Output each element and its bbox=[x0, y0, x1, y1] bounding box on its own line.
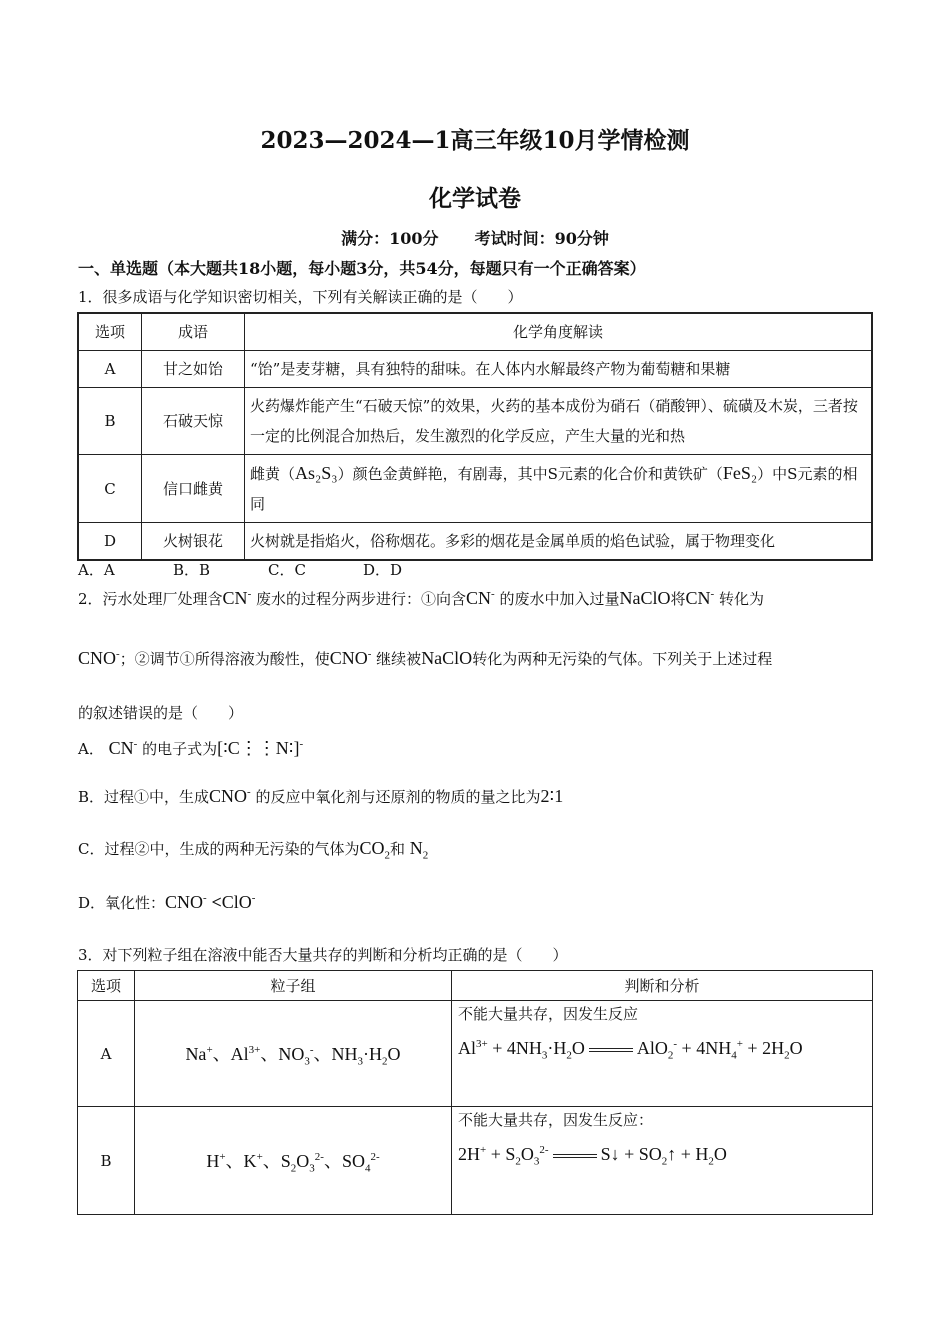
formula-cn: CN- bbox=[222, 588, 252, 608]
formula-cno: CNO- bbox=[165, 892, 207, 912]
formula-as2s3: As₂S₃ bbox=[295, 463, 338, 483]
row-text: “饴”是麦芽糖，具有独特的甜味。在人体内水解最终产物为葡萄糖和果糖 bbox=[245, 351, 873, 388]
time-label: 考试时间：90分钟 bbox=[474, 229, 609, 248]
option-a[interactable]: A．A bbox=[78, 561, 115, 579]
formula-cno: CNO- bbox=[329, 648, 372, 668]
score-label: 满分：100分 bbox=[341, 229, 439, 248]
formula-cno: CNO- bbox=[209, 786, 251, 806]
q3-stem: 3．对下列粒子组在溶液中能否大量共存的判断和分析均正确的是（ ） bbox=[78, 946, 568, 964]
exam-title: 2023—2024—1高三年级10月学情检测 bbox=[260, 127, 690, 154]
subject-title: 化学试卷 bbox=[429, 185, 521, 212]
row-option: B bbox=[78, 388, 142, 455]
table-row bbox=[78, 455, 872, 523]
row-idiom: 火树银花 bbox=[142, 523, 245, 561]
header-idiom: 成语 bbox=[142, 313, 245, 351]
formula-co2: $CO_2$ bbox=[359, 838, 390, 862]
row-option: B bbox=[78, 1107, 135, 1215]
table-row bbox=[78, 388, 872, 455]
table-header-row bbox=[78, 971, 873, 1001]
ratio: 2∶1 bbox=[540, 786, 564, 806]
q2-line3: 的叙述错误的是（ ） bbox=[78, 704, 244, 722]
table-row bbox=[78, 1107, 873, 1215]
table-header-row bbox=[78, 313, 872, 351]
formula-clo: ClO- bbox=[221, 892, 256, 912]
lewis-structure: [∶C⋮⋮N∶]- bbox=[217, 738, 304, 758]
equation-b: $2H^+ + S_2O_3^{2-}$ S↓ + $SO_2↑ + H_2O$ bbox=[458, 1144, 727, 1168]
formula-cn: CN- bbox=[685, 588, 715, 608]
row-text: 火药爆炸能产生“石破天惊”的效果，火药的基本成份为硝石（硝酸钾）、硫磺及木炭，三者按一定的比例混合加热后，发生激烈的化学反应，产生大量的光和热 bbox=[245, 388, 873, 455]
formula-cn: CN- bbox=[108, 738, 138, 758]
header-analysis: 判断和分析 bbox=[452, 971, 873, 1001]
q3-table bbox=[77, 970, 873, 1215]
q2-option-c[interactable]: C．过程②中，生成的两种无污染的气体为$CO_2$和 $N_2$ bbox=[78, 838, 429, 862]
row-idiom: 甘之如饴 bbox=[142, 351, 245, 388]
q1-stem: 1．很多成语与化学知识密切相关，下列有关解读正确的是（ ） bbox=[78, 288, 523, 306]
header-option: 选项 bbox=[78, 971, 135, 1001]
exam-meta bbox=[0, 226, 950, 249]
row-option: C bbox=[78, 455, 142, 523]
option-b[interactable]: B．B bbox=[173, 561, 211, 579]
q2-line1: 2．污水处理厂处理含CN- 废水的过程分两步进行：①向含CN- 的废水中加入过量NaClO将CN- 转化为 bbox=[78, 588, 765, 608]
row-option: D bbox=[78, 523, 142, 561]
q2-option-a[interactable]: A． CN- 的电子式为[∶C⋮⋮N∶]- bbox=[78, 738, 304, 758]
header-option: 选项 bbox=[78, 313, 142, 351]
q1-options bbox=[78, 559, 458, 580]
analysis-a: 不能大量共存，因发生反应 $Al^{3+} + 4NH_3\cdot H_2O$ $AlO_2^- + 4NH_4^+ + 2H_2O$ bbox=[452, 1001, 873, 1107]
formula-cn: CN- bbox=[466, 588, 495, 608]
equation-a: $Al^{3+} + 4NH_3\cdot H_2O$ $AlO_2^- + 4NH_4^+ + 2H_2O$ bbox=[458, 1038, 803, 1062]
option-d[interactable]: D．D bbox=[363, 561, 403, 579]
q2-option-d[interactable]: D．氧化性：CNO- <ClO- bbox=[78, 892, 256, 912]
option-c[interactable]: C．C bbox=[268, 561, 306, 579]
particle-group-a: Na+、$Al^{3+}$、$NO_3^-$、$NH_3\cdot H_2O$ bbox=[135, 1001, 452, 1107]
header-particles: 粒子组 bbox=[135, 971, 452, 1001]
analysis-b: 不能大量共存，因发生反应： $2H^+ + S_2O_3^{2-}$ S↓ + $SO_2↑ + H_2O$ bbox=[452, 1107, 873, 1215]
row-idiom: 石破天惊 bbox=[142, 388, 245, 455]
formula-cno: CNO- bbox=[78, 648, 120, 668]
q2-option-b[interactable]: B．过程①中，生成CNO- 的反应中氧化剂与还原剂的物质的量之比为2∶1 bbox=[78, 786, 564, 806]
row-text: 雌黄（As₂S₃）颜色金黄鲜艳，有剧毒，其中S元素的化合价和黄铁矿（FeS₂）中S元素的相同 bbox=[245, 455, 873, 523]
section-heading: 一、单选题（本大题共18小题，每小题3分，共54分，每题只有一个正确答案） bbox=[78, 259, 646, 278]
formula-n2: $N_2$ bbox=[409, 838, 429, 862]
row-option: A bbox=[78, 351, 142, 388]
formula-fes2: FeS₂ bbox=[722, 463, 758, 483]
q1-table bbox=[77, 312, 873, 561]
formula-naclo: NaClO bbox=[619, 588, 671, 608]
table-row bbox=[78, 1001, 873, 1107]
header-interpretation: 化学角度解读 bbox=[245, 313, 873, 351]
row-text: 火树就是指焰火，俗称烟花。多彩的烟花是金属单质的焰色试验，属于物理变化 bbox=[245, 523, 873, 561]
formula-naclo: NaClO bbox=[421, 648, 473, 668]
table-row bbox=[78, 351, 872, 388]
q2-line2: CNO-；②调节①所得溶液为酸性，使CNO- 继续被NaClO转化为两种无污染的气体。下列关于上述过程 bbox=[78, 648, 773, 668]
row-idiom: 信口雌黄 bbox=[142, 455, 245, 523]
particle-group-b: H+、K+、$S_2O_3^{2-}$、$SO_4^{2-}$ bbox=[135, 1107, 452, 1215]
row-option: A bbox=[78, 1001, 135, 1107]
table-row bbox=[78, 523, 872, 561]
